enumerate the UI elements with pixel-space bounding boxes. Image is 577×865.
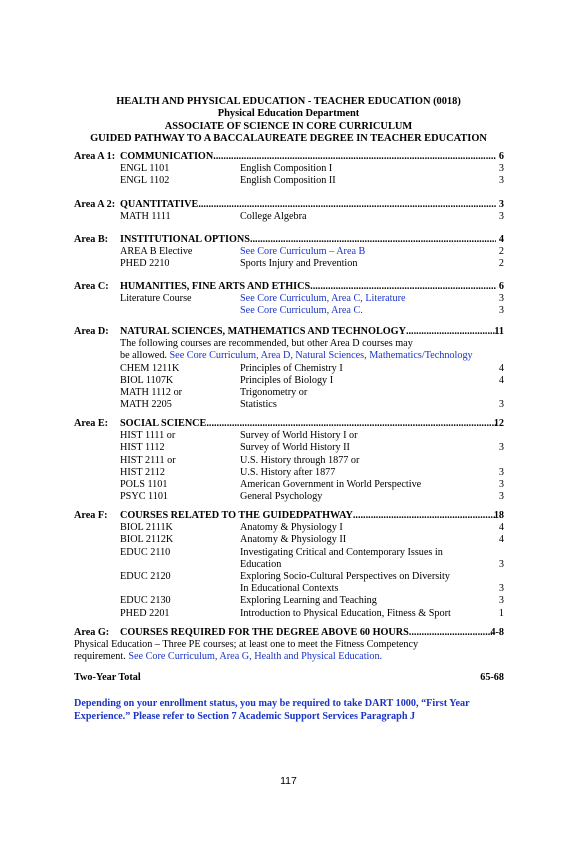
area-title: COURSES RELATED TO THE GUIDEDPATHWAY	[120, 510, 353, 521]
area-heading	[74, 199, 504, 211]
course-credits: 3	[498, 211, 504, 223]
course-code: EDUC 2130	[120, 595, 171, 607]
course-credits: 3	[498, 399, 504, 411]
course-name: Principles of Biology I	[240, 374, 334, 386]
course-credits: 1	[498, 607, 504, 619]
page-header	[0, 96, 577, 146]
area-note-text: requirement.	[74, 651, 129, 663]
course-name: Sports Injury and Prevention	[240, 258, 358, 270]
course-code: MATH 2205	[120, 399, 172, 411]
course-row	[74, 175, 504, 187]
area-title: COMMUNICATION	[120, 151, 214, 162]
pathway-name: GUIDED PATHWAY TO A BACCALAUREATE DEGREE IN TEACHER EDUCATION	[90, 133, 487, 145]
course-name: American Government in World Perspective	[240, 478, 422, 490]
course-code: ENGL 1101	[120, 163, 170, 175]
area-label: Area F:	[74, 510, 108, 521]
area-heading	[74, 326, 504, 338]
course-row	[74, 211, 504, 223]
leader-dots	[406, 326, 496, 338]
course-code: BIOL 2111K	[120, 522, 173, 534]
dart-notice-line: Depending on your enrollment status, you may be required to take DART 1000, “First Year	[74, 698, 470, 709]
course-row	[74, 163, 504, 175]
page-number: 117	[280, 775, 297, 787]
course-row	[74, 608, 504, 620]
course-row	[74, 442, 504, 454]
course-name: Education	[240, 558, 282, 570]
course-name: Anatomy & Physiology II	[240, 534, 347, 546]
program-title: HEALTH AND PHYSICAL EDUCATION - TEACHER EDUCATION (0018)	[116, 96, 461, 107]
course-code: BIOL 2112K	[120, 534, 174, 546]
leader-dots	[310, 281, 496, 293]
area-title: HUMANITIES, FINE ARTS AND ETHICS	[120, 281, 311, 292]
course-credits: 3	[498, 466, 504, 478]
core-curriculum-link[interactable]: See Core Curriculum, Area D, Natural Sciences, Mathematics/Technology	[169, 350, 473, 362]
course-credits: 4	[498, 362, 504, 374]
course-name: In Educational Contexts	[240, 583, 339, 595]
area-total: 4	[498, 234, 504, 245]
course-credits: 3	[498, 583, 504, 595]
course-row	[74, 430, 504, 442]
area-a2-section	[74, 199, 504, 223]
area-label: Area E:	[74, 418, 109, 429]
course-row	[74, 293, 504, 305]
course-code: HIST 2111 or	[120, 454, 176, 466]
area-total: 12	[493, 418, 504, 429]
course-code: HIST 1112	[120, 442, 165, 454]
course-name: U.S. History after 1877	[240, 466, 336, 478]
area-total: 11	[494, 326, 504, 337]
course-credits: 2	[498, 246, 504, 258]
course-name: Trigonometry or	[240, 386, 308, 398]
area-heading	[74, 234, 504, 246]
area-note-text: be allowed.	[120, 350, 170, 362]
area-heading	[74, 627, 504, 639]
course-row	[74, 375, 504, 387]
course-name: College Algebra	[240, 211, 307, 223]
course-code: MATH 1112 or	[120, 386, 183, 398]
leader-dots	[353, 510, 496, 522]
area-title: INSTITUTIONAL OPTIONS	[120, 234, 250, 245]
course-row	[74, 583, 504, 595]
area-label: Area G:	[74, 627, 110, 638]
leader-dots	[198, 199, 496, 211]
course-code: EDUC 2120	[120, 570, 171, 582]
course-row	[74, 363, 504, 375]
course-code: PHED 2210	[120, 258, 170, 270]
leader-dots	[213, 151, 496, 163]
area-total: 3	[498, 199, 504, 210]
course-credits: 3	[498, 293, 504, 305]
course-code: AREA B Elective	[120, 246, 193, 258]
course-row	[74, 595, 504, 607]
course-credits: 3	[498, 491, 504, 503]
course-credits: 2	[498, 258, 504, 270]
course-name: Introduction to Physical Education, Fitness & Sport	[240, 607, 451, 619]
area-title: QUANTITATIVE	[120, 199, 199, 210]
course-name: Statistics	[240, 399, 277, 411]
course-credits: 3	[498, 558, 504, 570]
course-name: U.S. History through 1877 or	[240, 454, 360, 466]
core-curriculum-link[interactable]: See Core Curriculum – Area B	[240, 246, 366, 258]
course-code: MATH 1111	[120, 211, 171, 223]
course-row	[74, 246, 504, 258]
course-credits: 3	[498, 442, 504, 454]
dart-notice-line: Experience.” Please refer to Section 7 Academic Support Services Paragraph J	[74, 711, 416, 723]
course-row	[74, 479, 504, 491]
core-curriculum-link[interactable]: See Core Curriculum, Area C, Literature	[240, 293, 406, 305]
area-a1-section	[74, 151, 504, 188]
course-code: HIST 2112	[120, 466, 165, 478]
area-note	[74, 639, 504, 651]
course-name: Principles of Chemistry I	[240, 362, 343, 374]
course-code: POLS 1101	[120, 478, 168, 490]
leader-dots	[250, 234, 496, 246]
course-code: PHED 2201	[120, 607, 170, 619]
area-label: Area B:	[74, 234, 109, 245]
course-name: General Psychology	[240, 491, 323, 503]
course-row	[74, 258, 504, 270]
course-row	[74, 455, 504, 467]
course-credits: 3	[498, 478, 504, 490]
area-heading	[74, 281, 504, 293]
area-label: Area A 2:	[74, 199, 116, 210]
area-note	[74, 338, 504, 350]
area-title: NATURAL SCIENCES, MATHEMATICS AND TECHNOLOGY	[120, 326, 406, 337]
area-e-section	[74, 418, 504, 503]
area-total: 6	[498, 151, 504, 162]
area-heading	[74, 151, 504, 163]
course-name: Anatomy & Physiology I	[240, 522, 343, 534]
core-curriculum-link[interactable]: See Core Curriculum, Area C.	[240, 305, 363, 317]
course-row	[74, 522, 504, 534]
area-total: 6	[498, 281, 504, 292]
course-row	[74, 491, 504, 503]
area-label: Area A 1:	[74, 151, 116, 162]
course-credits: 3	[498, 175, 504, 187]
area-label: Area C:	[74, 281, 109, 292]
course-credits: 4	[498, 534, 504, 546]
course-code: BIOL 1107K	[120, 374, 174, 386]
department-name: Physical Education Department	[217, 108, 360, 120]
course-code: CHEM 1211K	[120, 362, 180, 374]
course-row	[74, 571, 504, 583]
area-note-text: Physical Education – Three PE courses; at least one to meet the Fitness Competency	[74, 639, 419, 651]
area-total: 4-8	[490, 627, 504, 638]
leader-dots	[206, 418, 496, 430]
course-code: ENGL 1102	[120, 175, 170, 187]
area-d-section	[74, 326, 504, 411]
leader-dots	[409, 627, 492, 639]
degree-name: ASSOCIATE OF SCIENCE IN CORE CURRICULUM	[164, 120, 413, 132]
course-row	[74, 399, 504, 411]
area-c-section	[74, 281, 504, 318]
course-row	[74, 305, 504, 317]
course-code: HIST 1111 or	[120, 430, 176, 442]
course-name: Survey of World History I or	[240, 430, 358, 442]
course-row	[74, 467, 504, 479]
course-credits: 4	[498, 374, 504, 386]
area-title: COURSES REQUIRED FOR THE DEGREE ABOVE 60 HOURS	[120, 627, 409, 638]
area-total: 18	[493, 510, 504, 521]
course-name: Exploring Socio-Cultural Perspectives on Diversity	[240, 570, 450, 582]
total-value: 65-68	[480, 672, 504, 683]
course-name: Investigating Critical and Contemporary Issues in	[240, 546, 443, 558]
course-name: English Composition II	[240, 175, 336, 187]
area-label: Area D:	[74, 326, 109, 337]
area-note	[74, 350, 504, 362]
course-credits: 4	[498, 522, 504, 534]
area-note	[74, 651, 504, 663]
area-heading	[74, 418, 504, 430]
total-label: Two-Year Total	[74, 672, 141, 683]
course-code: EDUC 2110	[120, 546, 171, 558]
area-note-text: The following courses are recommended, but other Area D courses may	[120, 338, 413, 350]
course-name: Survey of World History II	[240, 442, 350, 454]
two-year-total	[74, 672, 504, 684]
course-credits: 3	[498, 595, 504, 607]
course-name: English Composition I	[240, 163, 333, 175]
course-code: PSYC 1101	[120, 491, 169, 503]
course-name: Exploring Learning and Teaching	[240, 595, 377, 607]
course-row	[74, 547, 504, 559]
area-g-section	[74, 627, 504, 664]
area-b-section	[74, 234, 504, 271]
area-title: SOCIAL SCIENCE	[120, 418, 207, 429]
area-f-section	[74, 510, 504, 620]
course-credits: 3	[498, 305, 504, 317]
core-curriculum-link[interactable]: See Core Curriculum, Area G, Health and Physical Education.	[128, 651, 383, 663]
course-row	[74, 534, 504, 546]
course-row	[74, 559, 504, 571]
dart-notice	[74, 697, 514, 724]
area-heading	[74, 510, 504, 522]
course-code: Literature Course	[120, 293, 192, 305]
course-credits: 3	[498, 163, 504, 175]
course-row	[74, 387, 504, 399]
